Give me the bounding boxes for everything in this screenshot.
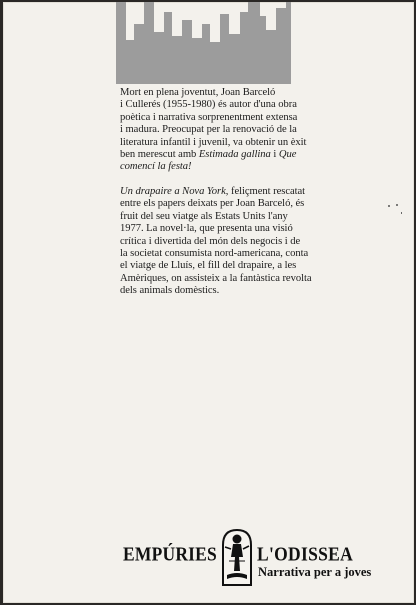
author-line-5: literatura infantil i juvenil, va obtenir un èxit bbox=[120, 136, 307, 148]
title-que-start: Que bbox=[278, 149, 297, 161]
collection-lodissea: L'ODISSEA bbox=[257, 542, 354, 565]
synopsis-line-2: entre els papers deixats per Joan Barceló, és bbox=[120, 198, 305, 210]
synopsis-line-7: el viatge de Lluís, el fill del drapaire, a les bbox=[120, 260, 297, 272]
book-back-cover bbox=[3, 2, 414, 603]
author-line-6 bbox=[120, 149, 412, 161]
title-estimada-gallina: Estimada gallina bbox=[198, 149, 271, 161]
title-que-end: comencí la festa! bbox=[120, 161, 192, 173]
synopsis-line-1 bbox=[120, 186, 412, 198]
author-line-2: i Cullerés (1955-1980) és autor d'una obra bbox=[120, 99, 297, 111]
city-skyline-icon bbox=[116, 2, 291, 84]
author-line-4: i madura. Preocupat per la renovació de la bbox=[120, 124, 297, 136]
author-line-1: Mort en plena joventut, Joan Barceló bbox=[120, 87, 276, 98]
synopsis-line-3: fruit del seu viatge als Estats Units l'any bbox=[120, 210, 288, 222]
synopsis-line-5: crítica i divertida del món dels negocis i de bbox=[120, 235, 301, 247]
collection-subtitle: Narrativa per a joves bbox=[258, 565, 372, 579]
odyssey-emblem-icon bbox=[219, 527, 255, 587]
author-line-7 bbox=[120, 161, 412, 173]
author-paragraph bbox=[120, 87, 412, 174]
conjunction: i bbox=[270, 149, 279, 161]
synopsis-paragraph bbox=[120, 186, 412, 298]
synopsis-line-6: la societat consumista nord-americana, conta bbox=[120, 248, 309, 260]
synopsis-line-1-rest: , feliçment rescatat bbox=[225, 186, 306, 197]
author-line-3: poètica i narrativa sorprenentment extensa bbox=[120, 111, 298, 123]
book-title: Un drapaire a Nova York bbox=[120, 186, 226, 197]
synopsis-line-9: dels animals domèstics. bbox=[120, 285, 220, 297]
publisher-empories: EMPÚRIES bbox=[123, 542, 217, 565]
synopsis-line-8: Amèriques, on assisteix a la fantàstica revolta bbox=[120, 272, 312, 284]
author-line-6-start: ben merescut amb bbox=[120, 149, 199, 161]
synopsis-line-4: 1977. La novel·la, que presenta una visió bbox=[120, 223, 293, 235]
